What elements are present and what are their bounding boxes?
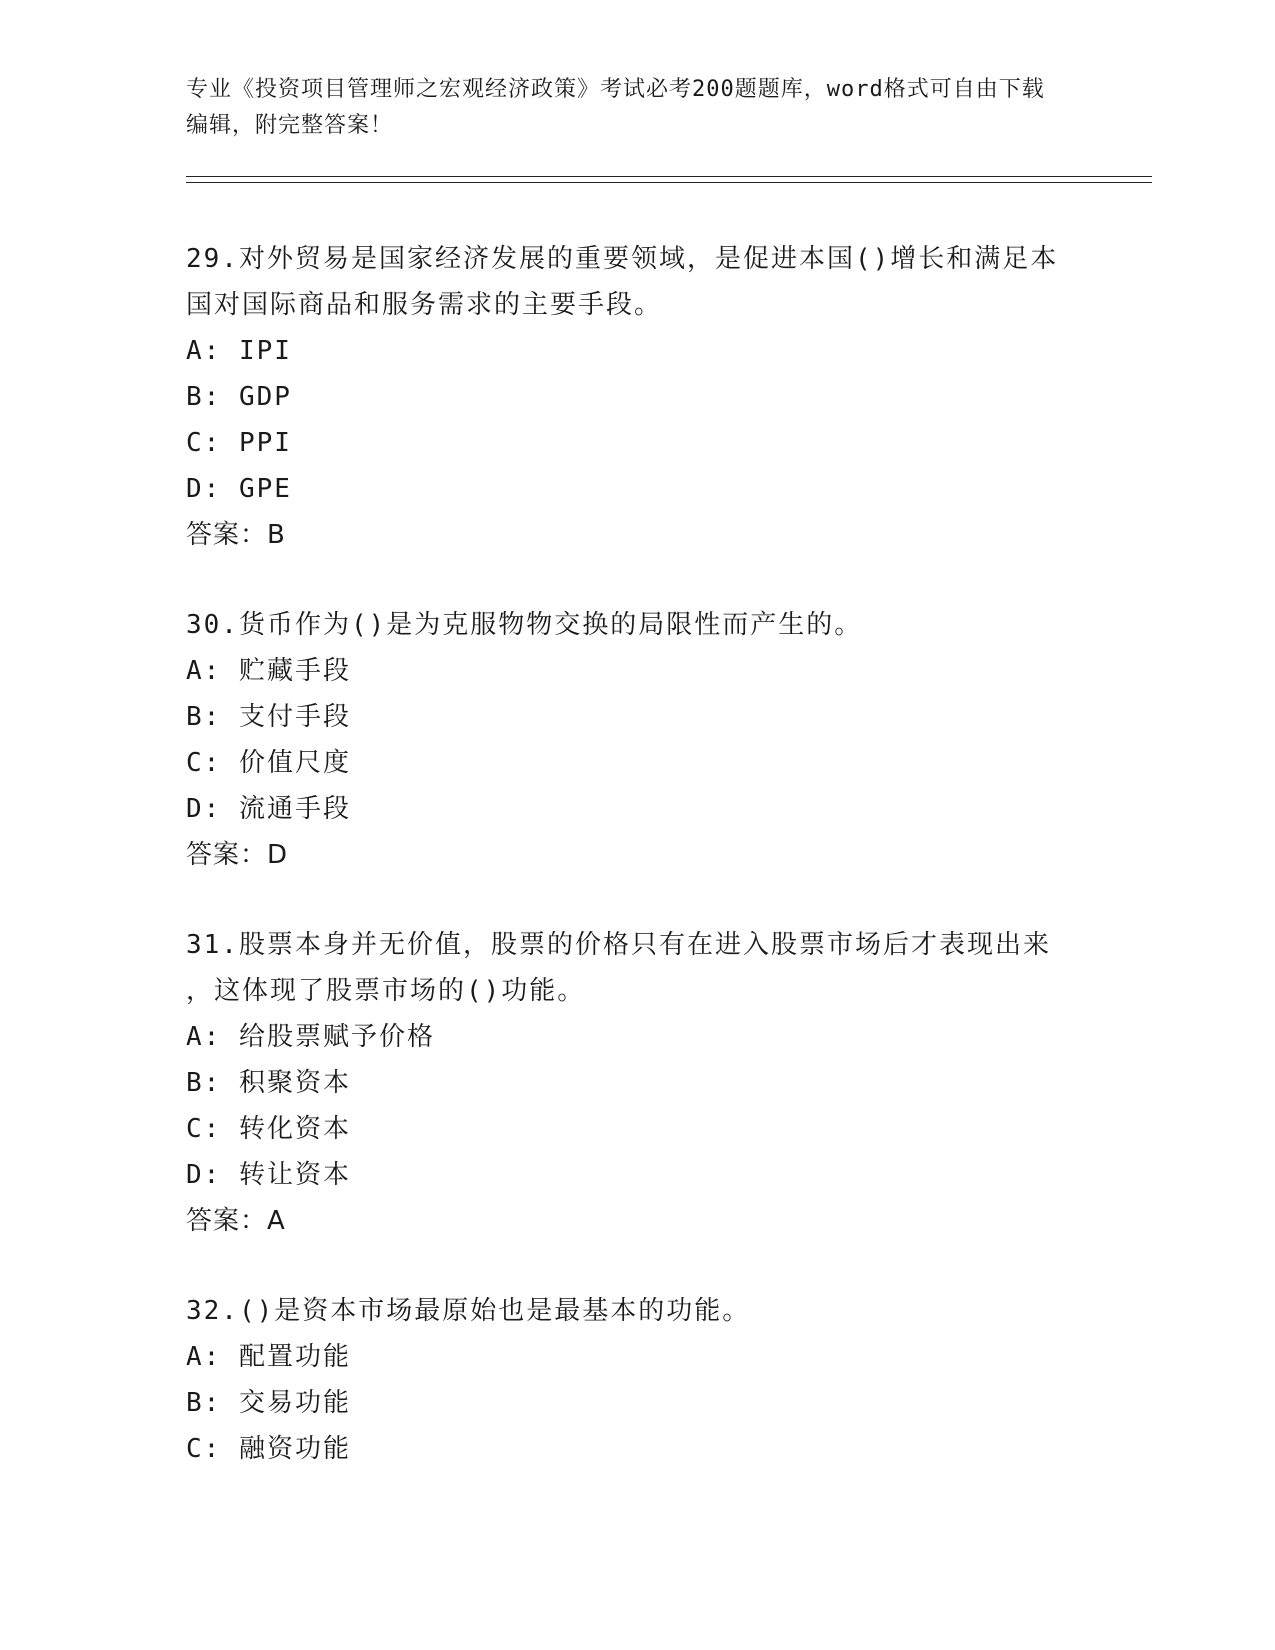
option-c: C: 价值尺度 (186, 748, 351, 778)
document-header: 专业《投资项目管理师之宏观经济政策》考试必考200题题库，word格式可自由下载编辑，附完整答案！ (186, 77, 1045, 138)
question-text: 30.货币作为()是为克服物物交换的局限性而产生的。 (186, 610, 863, 640)
option-c: C: PPI (186, 428, 292, 458)
question-31 (186, 922, 1086, 1244)
question-list (186, 236, 1086, 1516)
option-a: A: 配置功能 (186, 1342, 351, 1372)
option-a: A: 贮藏手段 (186, 656, 351, 686)
header-divider-top (186, 176, 1152, 177)
question-30 (186, 602, 1086, 878)
question-text-continued: ，这体现了股票市场的()功能。 (186, 976, 586, 1006)
question-32 (186, 1288, 1086, 1472)
option-a: A: IPI (186, 336, 292, 366)
question-29 (186, 236, 1086, 558)
option-b: B: 支付手段 (186, 702, 351, 732)
question-text: 32.()是资本市场最原始也是最基本的功能。 (186, 1296, 751, 1326)
option-b: B: 积聚资本 (186, 1068, 351, 1098)
option-d: D: 流通手段 (186, 794, 351, 824)
answer: 答案：A (186, 1206, 286, 1236)
option-c: C: 融资功能 (186, 1434, 351, 1464)
question-text: 31.股票本身并无价值，股票的价格只有在进入股票市场后才表现出来 (186, 930, 1051, 960)
option-b: B: GDP (186, 382, 292, 412)
option-d: D: GPE (186, 474, 292, 504)
question-text-continued: 国对国际商品和服务需求的主要手段。 (186, 290, 663, 320)
question-text: 29.对外贸易是国家经济发展的重要领域，是促进本国()增长和满足本 (186, 244, 1059, 274)
header-divider-bottom (186, 182, 1152, 183)
option-d: D: 转让资本 (186, 1160, 351, 1190)
answer: 答案：D (186, 840, 289, 870)
answer: 答案：B (186, 520, 286, 550)
option-c: C: 转化资本 (186, 1114, 351, 1144)
option-a: A: 给股票赋予价格 (186, 1022, 435, 1052)
option-b: B: 交易功能 (186, 1388, 351, 1418)
